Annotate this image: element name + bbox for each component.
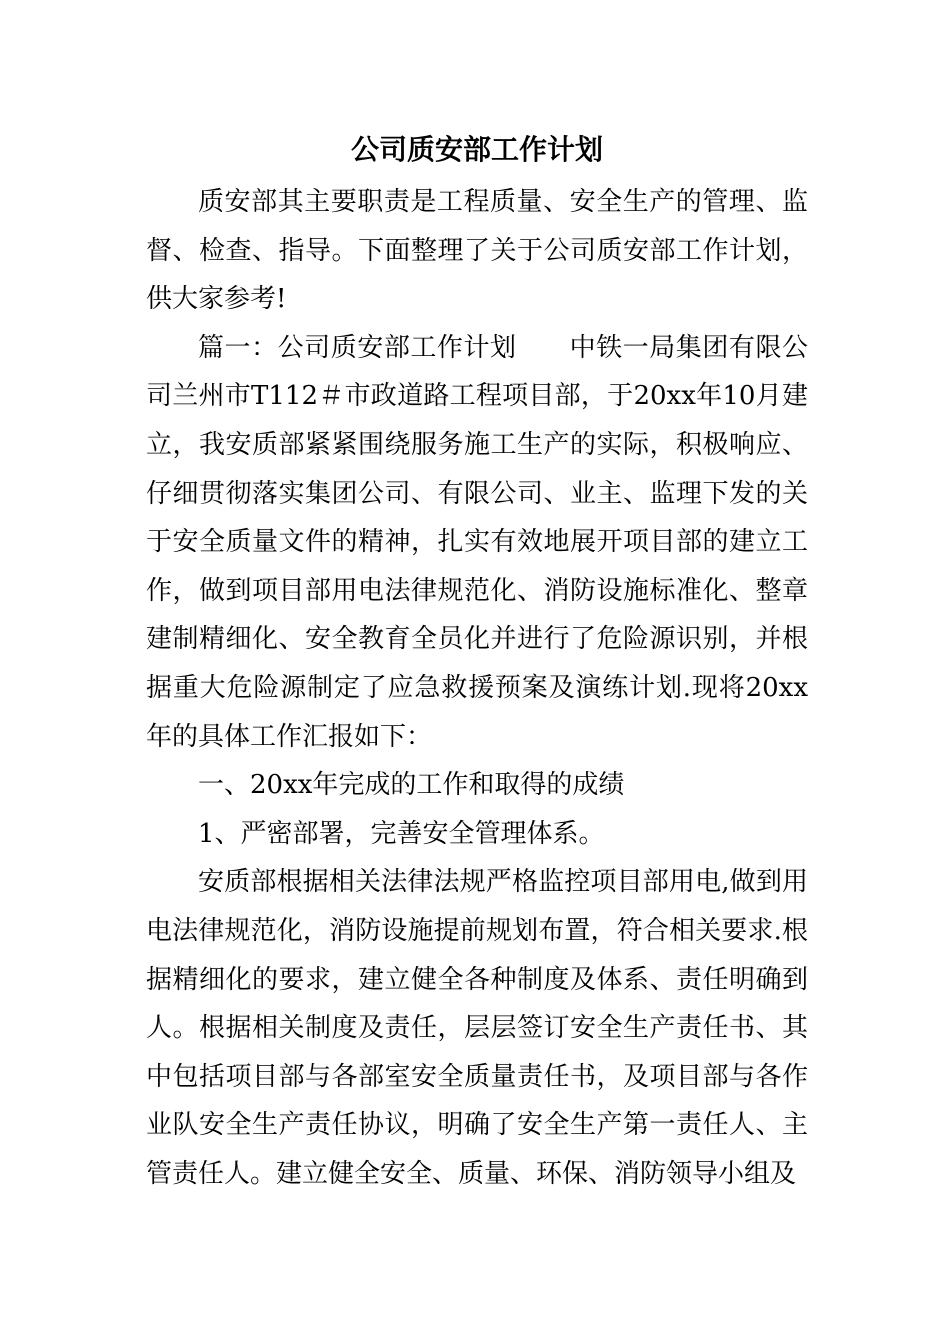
- part-one-paragraph: 篇一：公司质安部工作计划 中铁一局集团有限公司兰州市T112＃市政道路工程项目部，于20xx年10月建立，我安质部紧紧围绕服务施工生产的实际，积极响应、仔细贯彻落实集团公司、有限公司、业主、监理下发的关于安全质量文件的精神，扎实有效地展开项目部的建立工作，做到项目部用电法律规范化、消防设施标准化、整章建制精细化、安全教育全员化并进行了危险源识别，并根据重大危险源制定了应急救援预案及演练计划.现将20xx年的具体工作汇报如下：: [146, 332, 808, 752]
- section-heading: 一、20xx年完成的工作和取得的成绩: [198, 770, 625, 801]
- body-paragraph: 安质部根据相关法律法规严格监控项目部用电,做到用电法律规范化，消防设施提前规划布置，符合相关要求.根据精细化的要求，建立健全各种制度及体系、责任明确到人。根据相关制度及责任，层层签订安全生产责任书、其中包括项目部与各部室安全质量责任书，及项目部与各作业队安全生产责任协议，明确了安全生产第一责任人、主管责任人。建立健全安全、质量、环保、消防领导小组及: [146, 867, 808, 1189]
- subsection-heading: 1、严密部署，完善安全管理体系。: [198, 818, 605, 849]
- document-title: 公司质安部工作计划: [350, 133, 603, 166]
- intro-paragraph: 质安部其主要职责是工程质量、安全生产的管理、监督、检查、指导。下面整理了关于公司质安部工作计划，供大家参考!: [146, 187, 808, 315]
- document-page: [146, 126, 808, 1198]
